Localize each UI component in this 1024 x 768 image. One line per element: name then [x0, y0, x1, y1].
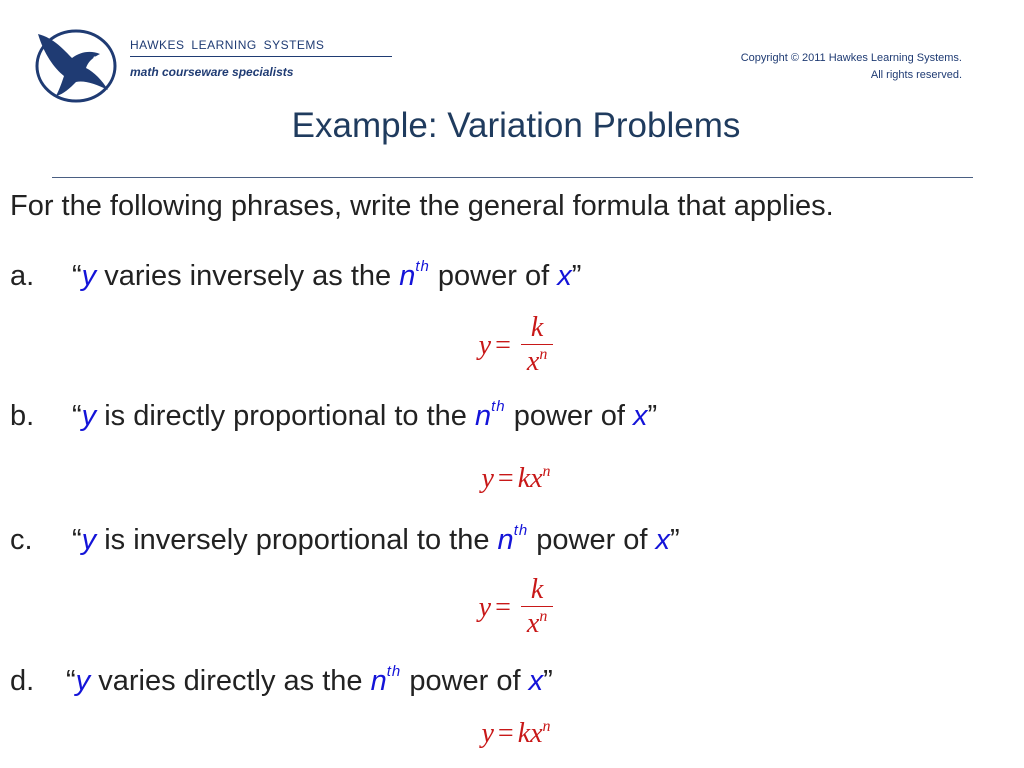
- open-quote: “: [72, 400, 82, 432]
- var-n: n: [370, 665, 387, 697]
- open-quote: “: [72, 260, 82, 292]
- var-y: y: [75, 665, 91, 697]
- formula-equals: =: [497, 463, 514, 494]
- open-quote: “: [66, 665, 76, 697]
- formula-fraction: [521, 574, 553, 645]
- close-quote: ”: [543, 665, 553, 697]
- formula-fraction: [521, 312, 553, 383]
- formula-d: [0, 718, 1024, 750]
- phrase-c: [10, 524, 680, 557]
- formula-base: x: [526, 608, 540, 639]
- var-x: x: [655, 524, 671, 556]
- formula-exponent: n: [539, 608, 548, 625]
- formula-denominator: [521, 345, 553, 383]
- phrase-text: varies directly as the: [90, 665, 371, 697]
- phrase-text: power of: [528, 524, 656, 556]
- var-y: y: [81, 260, 97, 292]
- close-quote: ”: [670, 524, 680, 556]
- formula-equals: =: [495, 591, 511, 623]
- copyright-notice: [741, 50, 962, 84]
- phrase-text: power of: [505, 400, 633, 432]
- brand-tagline: math courseware specialists: [130, 65, 294, 79]
- brand-divider: [130, 56, 392, 57]
- var-y: y: [81, 524, 97, 556]
- formula-rhs: kx: [517, 718, 543, 749]
- close-quote: ”: [647, 400, 658, 432]
- intro-text: For the following phrases, write the general formula that applies.: [10, 190, 834, 222]
- formula-lhs: y: [478, 591, 492, 623]
- var-n: n: [399, 260, 416, 292]
- formula-denominator: [521, 607, 553, 645]
- close-quote: ”: [571, 260, 582, 292]
- formula-base: x: [526, 346, 540, 377]
- formula-rhs: kx: [517, 463, 543, 494]
- formula-exponent: n: [542, 463, 551, 480]
- var-y: y: [81, 400, 97, 432]
- formula-lhs: y: [478, 329, 492, 361]
- formula-c: [0, 574, 1024, 645]
- formula-a: [0, 312, 1024, 383]
- brand-name: HAWKES LEARNING SYSTEMS: [130, 38, 325, 52]
- item-marker: d.: [10, 665, 35, 697]
- formula-numerator: k: [521, 574, 553, 607]
- brand-block: [130, 38, 392, 79]
- phrase-text: power of: [429, 260, 558, 292]
- phrase-text: power of: [401, 665, 529, 697]
- superscript-th: th: [513, 522, 529, 539]
- title-divider: [52, 177, 973, 178]
- formula-b: [0, 463, 1024, 495]
- var-x: x: [632, 400, 648, 432]
- var-n: n: [497, 524, 514, 556]
- phrase-d: [10, 665, 553, 698]
- open-quote: “: [72, 524, 82, 556]
- formula-equals: =: [497, 718, 514, 749]
- superscript-th: th: [386, 663, 402, 680]
- formula-exponent: n: [542, 718, 551, 735]
- slide-title: Example: Variation Problems: [291, 106, 741, 145]
- phrase-text: is directly proportional to the: [96, 400, 475, 432]
- formula-numerator: k: [521, 312, 553, 345]
- formula-lhs: y: [481, 463, 494, 494]
- phrase-a: [10, 260, 581, 293]
- item-marker: c.: [10, 524, 33, 556]
- copyright-line-1: Copyright © 2011 Hawkes Learning Systems.: [740, 52, 962, 64]
- formula-exponent: n: [539, 346, 548, 363]
- superscript-th: th: [491, 398, 506, 415]
- phrase-text: varies inversely as the: [96, 260, 400, 292]
- var-x: x: [528, 665, 544, 697]
- item-marker: b.: [10, 400, 35, 432]
- eagle-logo-icon: [34, 28, 118, 104]
- copyright-line-2: All rights reserved.: [870, 69, 962, 81]
- var-n: n: [474, 400, 492, 432]
- superscript-th: th: [415, 258, 430, 275]
- phrase-b: [10, 400, 657, 433]
- item-marker: a.: [10, 260, 35, 292]
- formula-lhs: y: [481, 718, 494, 749]
- var-x: x: [557, 260, 572, 292]
- formula-equals: =: [495, 329, 511, 361]
- phrase-text: is inversely proportional to the: [96, 524, 498, 556]
